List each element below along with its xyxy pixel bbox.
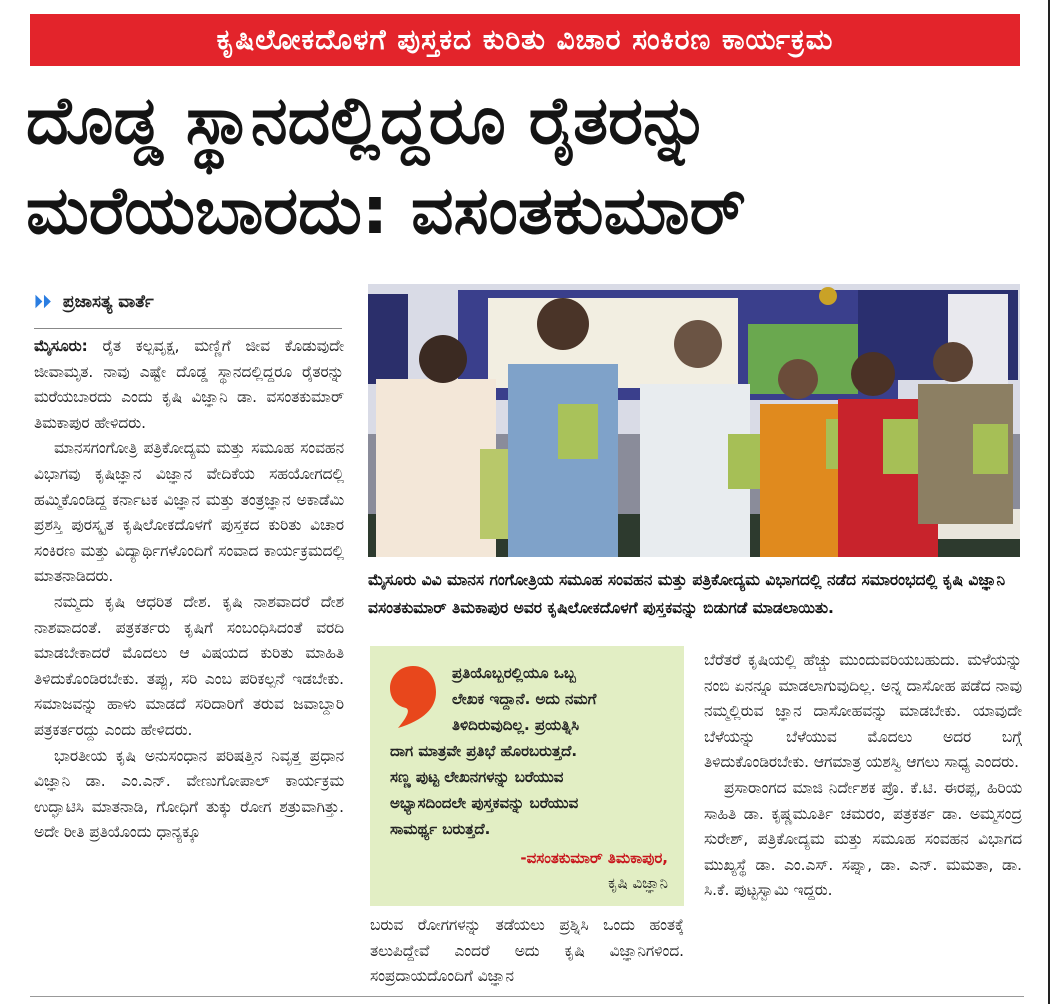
event-photo bbox=[368, 284, 1020, 557]
quote-bubble-icon bbox=[388, 664, 438, 730]
headline bbox=[26, 76, 1026, 256]
bottom-divider bbox=[30, 996, 1024, 997]
article-column-2 bbox=[370, 913, 684, 993]
kicker-text: ಕೃಷಿಲೋಕದೊಳಗೆ ಪುಸ್ತಕದ ಕುರಿತು ವಿಚಾರ ಸಂಕಿರಣ ಕಾರ್ಯಕ್ರಮ bbox=[216, 23, 834, 56]
byline-divider bbox=[34, 328, 342, 329]
paragraph: ಭಾರತೀಯ ಕೃಷಿ ಅನುಸಂಧಾನ ಪರಿಷತ್ತಿನ ನಿವೃತ್ತ ಪ್ರಧಾನ ವಿಜ್ಞಾನಿ ಡಾ. ಎಂ.ಎನ್. ವೇಣುಗೋಪಾಲ್ ಕಾರ್ಯಕ್ರಮ ಉದ್ಘಾಟಿಸಿ ಮಾತನಾಡಿ, ಗೋಧಿಗೆ ತುಕ್ಕು ರೋಗ ಶತ್ರುವಾಗಿತ್ತು. ಅದೇ ರೀತಿ ಪ್ರತಿಯೊಂದು ಧಾನ್ಯಕ್ಕೂ bbox=[34, 746, 344, 842]
paragraph: ಮಾನಸಗಂಗೋತ್ರಿ ಪತ್ರಿಕೋದ್ಯಮ ಮತ್ತು ಸಮೂಹ ಸಂವಹನ ವಿಭಾಗವು ಕೃಷಿಜ್ಞಾನ ವಿಜ್ಞಾನ ವೇದಿಕೆಯ ಸಹಯೋಗದಲ್ಲಿ ಹಮ್ಮಿಕೊಂಡಿದ್ದ ಕರ್ನಾಟಕ ವಿಜ್ಞಾನ ಮತ್ತು ತಂತ್ರಜ್ಞಾನ ಅಕಾಡೆಮಿ ಪ್ರಶಸ್ತಿ ಪುರಸ್ಕೃತ ಕೃಷಿಲೋಕದೊಳಗೆ ಪುಸ್ತಕದ ಕುರಿತು ವಿಚಾರ ಸಂಕಿರಣ ಮತ್ತು ವಿದ್ಯಾರ್ಥಿಗಳೊಂದಿಗೆ ಸಂವಾದ ಕಾರ್ಯಕ್ರಮದಲ್ಲಿ ಮಾತನಾಡಿದರು. bbox=[34, 439, 344, 586]
quote-line: ತಿಳಿದಿರುವುದಿಲ್ಲ. ಪ್ರಯತ್ನಿಸಿ bbox=[452, 716, 580, 734]
quote-author: -ವಸಂತಕುಮಾರ್ ತಿಮಕಾಪುರ, bbox=[520, 849, 668, 867]
paragraph: ಮೈಸೂರು: ರೈತ ಕಲ್ಪವೃಕ್ಷ, ಮಣ್ಣಿಗೆ ಜೀವ ಕೊಡುವುದೇ ಜೀವಾಮೃತ. ನಾವು ಎಷ್ಟೇ ದೊಡ್ಡ ಸ್ಥಾನದಲ್ಲಿದ್ದರೂ ರೈತರನ್ನು ಮರೆಯಬಾರದು ಎಂದು ಕೃಷಿ ವಿಜ್ಞಾನಿ ಡಾ. ವಸಂತಕುಮಾರ್ ತಿಮಕಾಪುರ ಹೇಳಿದರು. bbox=[34, 337, 344, 432]
quote-text bbox=[390, 660, 672, 842]
quote-author-role: ಕೃಷಿ ವಿಜ್ಞಾನಿ bbox=[608, 874, 668, 892]
quote-line: ದಾಗ ಮಾತ್ರವೇ ಪ್ರತಿಭೆ ಹೊರಬರುತ್ತದೆ. bbox=[390, 742, 578, 760]
article-column-1 bbox=[34, 334, 344, 994]
photo-caption: ಮೈಸೂರು ವಿವಿ ಮಾನಸ ಗಂಗೋತ್ರಿಯ ಸಮೂಹ ಸಂವಹನ ಮತ್ತು ಪತ್ರಿಕೋದ್ಯಮ ವಿಭಾಗದಲ್ಲಿ ನಡೆದ ಸಮಾರಂಭದಲ್ಲಿ ಕೃಷಿ ವಿಜ್ಞಾನಿ ವಸಂತಕುಮಾರ್ ತಿಮಕಾಪುರ ಅವರ ಕೃಷಿಲೋಕದೊಳಗೆ ಪುಸ್ತಕವನ್ನು ಬಿಡುಗಡೆ ಮಾಡಲಾಯಿತು. bbox=[368, 571, 1006, 617]
kicker-banner bbox=[30, 14, 1020, 66]
quote-line: ಲೇಖಕ ಇದ್ದಾನೆ. ಅದು ನಮಗೆ bbox=[452, 690, 597, 708]
quote-line: ಪ್ರತಿಯೊಬ್ಬರಲ್ಲಿಯೂ ಒಬ್ಬ bbox=[452, 664, 576, 682]
paragraph: ಬರುವ ರೋಗಗಳನ್ನು ತಡೆಯಲು ಪ್ರಶ್ನಿಸಿ ಒಂದು ಹಂತಕ್ಕೆ ತಲುಪಿದ್ದೇವೆ ಎಂದರೆ ಅದು ಕೃಷಿ ವಿಜ್ಞಾನಿಗಳಿಂದ. ಸಂಪ್ರದಾಯದೊಂದಿಗೆ ವಿಜ್ಞಾನ bbox=[370, 916, 684, 986]
double-arrow-icon: ⏵⏵ bbox=[34, 292, 51, 312]
paragraph: ಪ್ರಸಾರಾಂಗದ ಮಾಜಿ ನಿರ್ದೇಶಕ ಪ್ರೊ. ಕೆ.ಟಿ. ಈರಪ್ಪ, ಹಿರಿಯ ಸಾಹಿತಿ ಡಾ. ಕೃಷ್ಣಮೂರ್ತಿ ಚಮರಂ, ಪತ್ರಕರ್ತ ಡಾ. ಅಮ್ಮಸಂದ್ರ ಸುರೇಶ್, ಪತ್ರಿಕೋದ್ಯಮ ಮತ್ತು ಸಮೂಹ ಸಂವಹನ ವಿಭಾಗದ ಮುಖ್ಯಸ್ಥೆ ಡಾ. ಎಂ.ಎಸ್. ಸಪ್ನಾ, ಡಾ. ಎನ್. ಮಮತಾ, ಡಾ. ಸಿ.ಕೆ. ಪುಟ್ಟಸ್ವಾಮಿ ಇದ್ದರು. bbox=[704, 778, 1022, 900]
article-column-3 bbox=[704, 648, 1022, 994]
headline-line-2: ಮರೆಯಬಾರದು: ವಸಂತಕುಮಾರ್ bbox=[26, 172, 746, 249]
quote-line: ಸಣ್ಣ ಪುಟ್ಟ ಲೇಖನಗಳನ್ನು ಬರೆಯುವ bbox=[390, 768, 564, 786]
quote-attribution bbox=[520, 846, 668, 896]
pull-quote bbox=[370, 646, 684, 906]
headline-line-1: ದೊಡ್ಡ ಸ್ಥಾನದಲ್ಲಿದ್ದರೂ ರೈತರನ್ನು bbox=[26, 82, 710, 159]
paragraph: ಬೆರೆತರೆ ಕೃಷಿಯಲ್ಲಿ ಹೆಚ್ಚು ಮುಂದುವರಿಯಬಹುದು. ಮಳೆಯನ್ನು ನಂಬಿ ಏನನ್ನೂ ಮಾಡಲಾಗುವುದಿಲ್ಲ. ಅನ್ನ ದಾಸೋಹ ಪಡೆದ ನಾವು ನಮ್ಮಲ್ಲಿರುವ ಜ್ಞಾನ ದಾಸೋಹವನ್ನು ಮಾಡಬೇಕು. ಯಾವುದೇ ಬೆಳೆಯನ್ನು ಬೆಳೆಯುವ ಮೊದಲು ಅದರ ಬಗ್ಗೆ ತಿಳಿದುಕೊಂಡಿರಬೇಕು. ಆಗಮಾತ್ರ ಯಶಸ್ವಿ ಆಗಲು ಸಾಧ್ಯ ಎಂದರು. bbox=[704, 651, 1022, 772]
quote-line: ಸಾಮರ್ಥ್ಯ ಬರುತ್ತದೆ. bbox=[390, 820, 491, 838]
dateline: ಮೈಸೂರು: bbox=[34, 337, 88, 355]
paragraph: ನಮ್ಮದು ಕೃಷಿ ಆಧರಿತ ದೇಶ. ಕೃಷಿ ನಾಶವಾದರೆ ದೇಶ ನಾಶವಾದಂತೆ. ಪತ್ರಕರ್ತರು ಕೃಷಿಗೆ ಸಂಬಂಧಿಸಿದಂತೆ ವರದಿ ಮಾಡಬೇಕಾದರೆ ಮೊದಲು ಆ ವಿಷಯದ ಕುರಿತು ಮಾಹಿತಿ ತಿಳಿದುಕೊಂಡಿರಬೇಕು. ತಪ್ಪು, ಸರಿ ಎಂಬ ಪರಿಕಲ್ಪನೆ ಇಡಬೇಕು. ಸಮಾಜವನ್ನು ಹಾಳು ಮಾಡದೆ ಸರಿದಾರಿಗೆ ತರುವ ಜವಾಬ್ದಾರಿ ಪತ್ರಕರ್ತರದ್ದು ಎಂದು ಹೇಳಿದರು. bbox=[34, 592, 344, 739]
byline bbox=[34, 292, 154, 312]
byline-text: ಪ್ರಜಾಸತ್ಯ ವಾರ್ತೆ bbox=[62, 292, 154, 312]
quote-line: ಅಭ್ಯಾಸದಿಂದಲೇ ಪುಸ್ತಕವನ್ನು ಬರೆಯುವ bbox=[390, 794, 579, 812]
column-divider bbox=[1048, 0, 1050, 1004]
